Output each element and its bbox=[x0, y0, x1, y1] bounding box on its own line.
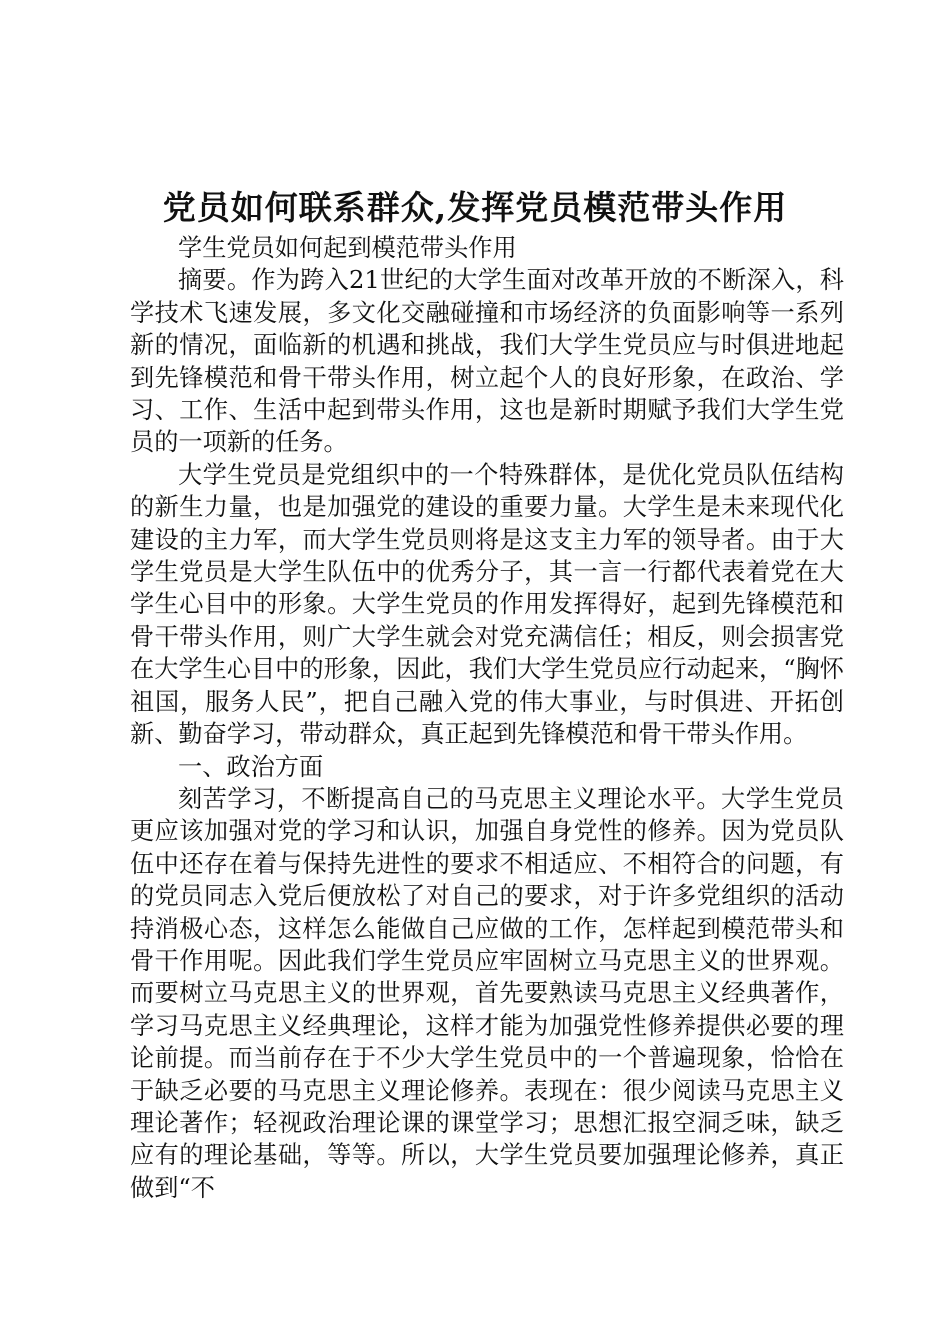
document-title: 党员如何联系群众,发挥党员模范带头作用 bbox=[162, 188, 788, 227]
subtitle-paragraph: 学生党员如何起到模范带头作用 bbox=[178, 234, 517, 262]
document-body bbox=[130, 232, 844, 1204]
body-paragraph: 刻苦学习，不断提高自己的马克思主义理论水平。大学生党员更应该加强对党的学习和认识，加强自身党性的修养。因为党员队伍中还存在着与保持先进性的要求不相适应、不相符合的问题，有的党员同志入党后便放松了对自己的要求，对于许多党组织的活动持消极心态，这样怎么能做自己应做的工作，怎样起到模范带头和骨干作用呢。因此我们学生党员应牢固树立马克思主义的世界观。而要树立马克思主义的世界观，首先要熟读马克思主义经典著作，学习马克思主义经典理论，这样才能为加强党性修养提供必要的理论前提。而当前存在于不少大学生党员中的一个普遍现象，恰恰在于缺乏必要的马克思主义理论修养。表现在：很少阅读马克思主义理论著作；轻视政治理论课的课堂学习；思想汇报空洞乏味，缺乏应有的理论基础，等等。所以，大学生党员要加强理论修养，真正做到“不 bbox=[130, 784, 844, 1202]
section-heading: 一、政治方面 bbox=[178, 752, 324, 781]
body-paragraph: 大学生党员是党组织中的一个特殊群体，是优化党员队伍结构的新生力量，也是加强党的建设的重要力量。大学生是未来现代化建设的主力军，而大学生党员则将是这支主力军的领导者。由于大学生党员是大学生队伍中的优秀分子，其一言一行都代表着党在大学生心目中的形象。大学生党员的作用发挥得好，起到先锋模范和骨干带头作用，则广大学生就会对党充满信任；相反，则会损害党在大学生心目中的形象，因此，我们大学生党员应行动起来，“胸怀祖国，服务人民”，把自己融入党的伟大事业，与时俱进、开拓创新、勤奋学习，带动群众，真正起到先锋模范和骨干带头作用。 bbox=[130, 460, 844, 749]
abstract-paragraph: 摘要。作为跨入21世纪的大学生面对改革开放的不断深入，科学技术飞速发展，多文化交融碰撞和市场经济的负面影响等一系列新的情况，面临新的机遇和挑战，我们大学生党员应与时俱进地起到先锋模范和骨干带头作用，树立起个人的良好形象，在政治、学习、工作、生活中起到带头作用，这也是新时期赋予我们大学生党员的一项新的任务。 bbox=[130, 266, 844, 457]
